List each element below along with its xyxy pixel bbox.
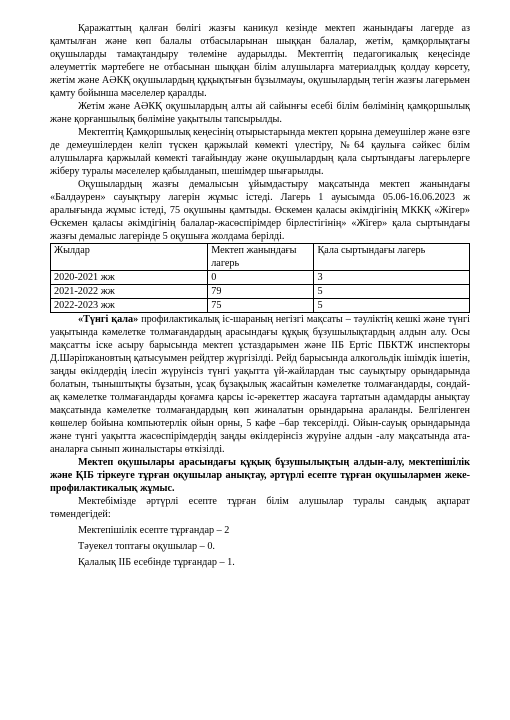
table-row <box>51 299 470 313</box>
paragraph-night-city <box>50 313 470 456</box>
table-cell: 79 <box>208 285 314 299</box>
paragraph-registry-intro: Мектебімізде әртүрлі есепте тұрған білім алушылар туралы сандық ақпарат төмендегідей: <box>50 496 470 520</box>
document-page <box>50 22 470 569</box>
table-cell: 2022-2023 жж <box>51 299 208 313</box>
table-row <box>51 285 470 299</box>
table-header-years: Жылдар <box>51 244 208 271</box>
table-cell: 75 <box>208 299 314 313</box>
camp-table <box>50 243 470 313</box>
table-cell: 3 <box>314 271 470 285</box>
table-header-row <box>51 244 470 271</box>
paragraph-reports: Жетім және АӘКҚ оқушылардың алты ай сайынғы есебі білім бөлімінің қамқоршылық және қорғаншылық бөліміне уақытылы тапсырылды. <box>50 101 470 125</box>
registry-list <box>50 524 470 569</box>
night-city-title: «Түнгі қала» <box>78 314 139 325</box>
table-cell: 2020-2021 жж <box>51 271 208 285</box>
list-item: Қалалық ІІБ есебінде тұрғандар – 1. <box>78 557 235 568</box>
night-city-text: профилактикалық іс-шараның негізгі мақсаты – тәуліктің кешкі және түнгі уақытында кәмелетке толмағандардың арасындағы құқық бұзушылықтардың алдын алу. Осы мақсатты іске асыру барысында мектеп ұстаздарымен және ІІБ Ертіс ПБКТЖ инспекторы Д.Шәріпжановтың қатысуымен рейдтер жүргізілді. Рейд барысында алкогольдік ішімдік ішетін, заңды өкілдердің ілесіп жүруінсіз түнгі уақытта үй-жайлардан тыс сауықтыру орындарында болатын, тыныштықты бұзатын, ұсақ бұзақылық жасайтын кәмелетке толмағандарды, сондай-ақ кәмелетке толмағандарды қоғамға қарсы іс-әрекеттер жасауға тартатын адамдарды анықтау мақсатында кәмелетке толмағандардың көп жиналатын орындарына араланды. Белгіленген көшелер бойына компьютерлік ойын орны, 5 кафе –бар тексерілді. Ойын-сауық орындарында және түнгі уақытта жасөспірімдердің заңды өкілдерінсіз жүруіне алдын -алу мақсатында ата-аналарға сынып жиналыстары өткізілді. <box>50 314 470 455</box>
paragraph-funds: Қаражаттың қалған бөлігі жазғы каникул кезінде мектеп жанындағы лагерде аз қамтылған және көп балалы отбасыларынан шыққан балалар, жетім, қамқорлықтағы оқушыларды тамақтандыру төлеміне аударылды. Мектептің педагогикалық кеңесінде әлеуметтік мәртебеге не отбасынан шыққан білім алушыларға материалдық қолдау көрсету, жетім және АӘКҚ оқушылардың құқықтығын бұзылмауы, оқушылардың тегін жазғы лагерьмен қамту бойынша мәселелер қаралды. <box>50 23 470 99</box>
paragraph-council: Мектептің Қамқоршылық кеңесінің отырыстарында мектеп қорына демеушілер және өзге де демеушілерден келіп түскен қаржылай көмекті үлестіру, №64 қаулыға сәйкес білім алушыларға қаржылай көмекті тағайындау және оқушылардың қала сыртындағы лагерьлерге жіберу туралы мәселелер қабылданып, шешімдер шығарылды. <box>50 127 470 177</box>
table-header-school-camp: Мектеп жанындағы лагерь <box>208 244 314 271</box>
list-item: Мектепішілік есепте тұрғандар – 2 <box>78 525 230 536</box>
list-item: Тәуекел топтағы оқушылар – 0. <box>78 541 215 552</box>
paragraph-summer-camp: Оқушылардың жазғы демалысын ұйымдастыру мақсатында мектеп жанындағы «Балдәурен» сауықтыру лагерін жұмыс істеді. Лагерь 1 ауысымда 05.06-16.06.2023 ж аралығында жұмыс істеді, 75 оқушыны қамтыды. Өскемен қаласы әкімдігінің МККҚ «Жігер» Өскемен қаласы әкімдігінің балалар-жасөспірімдер бірлестігінің» «Жігер» қала сыртындағы жазғы демалыс лагеріндe 5 оқушыға жолдама берілді. <box>50 179 470 242</box>
table-cell: 2021-2022 жж <box>51 285 208 299</box>
table-cell: 5 <box>314 299 470 313</box>
section-heading: Мектеп оқушылары арасындағы құқық бұзушылықтың алдын-алу, мектепішілік және ҚІБ тіркеуге тұрған оқушылар анықтау, әртүрлі есепте тұрған оқушылармен жеке-профилактикалық жұмыс. <box>50 457 470 494</box>
table-row <box>51 271 470 285</box>
table-header-city-camp: Қала сыртындағы лагерь <box>314 244 470 271</box>
table-cell: 5 <box>314 285 470 299</box>
table-cell: 0 <box>208 271 314 285</box>
